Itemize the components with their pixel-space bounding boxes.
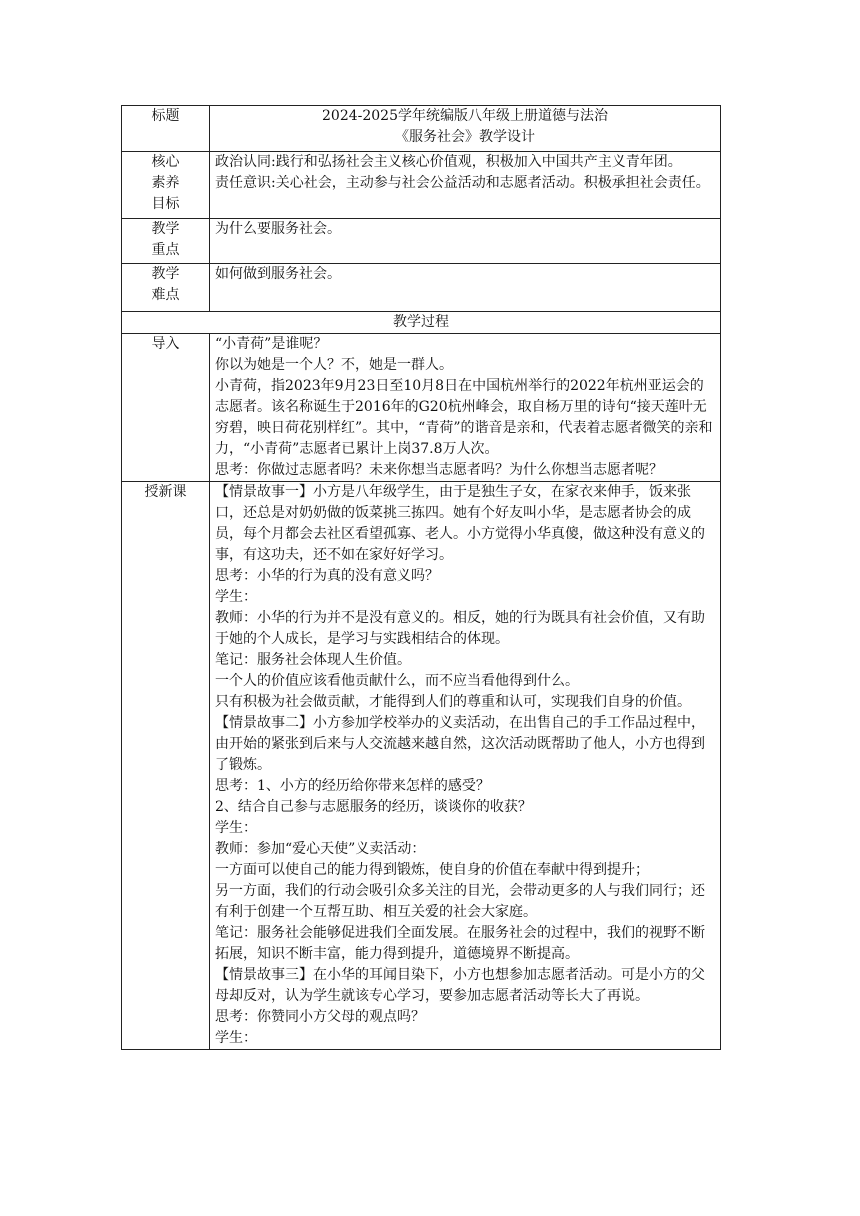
lesson-line: 【情景故事三】在小华的耳闻目染下，小方也想参加志愿者活动。可是小方的父母却反对，认为学生就该专心学习，要参加志愿者活动等长大了再说。 bbox=[215, 967, 705, 1004]
core-literacy-label bbox=[122, 152, 210, 219]
lesson-line: 教师：小华的行为并不是没有意义的。相反，她的行为既具有社会价值，又有助于她的个人成长，是学习与实践相结合的体现。 bbox=[215, 610, 705, 647]
core-literacy-row bbox=[122, 152, 721, 219]
lesson-line: 一方面可以使自己的能力得到锻炼，使自身的价值在奉献中得到提升； bbox=[215, 862, 649, 878]
difficulty-label-line-1: 教学 bbox=[151, 266, 180, 282]
lesson-line: 只有积极为社会做贡献，才能得到人们的尊重和认可，实现我们自身的价值。 bbox=[215, 694, 691, 710]
lesson-line: 一个人的价值应该看他贡献什么，而不应当看他得到什么。 bbox=[215, 673, 579, 689]
difficulty-label-line-2: 难点 bbox=[151, 287, 180, 303]
key-label-line-1: 教学 bbox=[151, 221, 180, 237]
title-line-1: 2024-2025学年统编版八年级上册道德与法治 bbox=[322, 108, 608, 124]
title-row bbox=[122, 106, 721, 152]
core-label-line-2: 素养 bbox=[151, 175, 180, 191]
lesson-line: 学生： bbox=[215, 1030, 257, 1046]
intro-row bbox=[122, 334, 721, 482]
difficulty-label bbox=[122, 264, 210, 312]
key-point-row bbox=[122, 219, 721, 264]
lesson-line: 【情景故事一】小方是八年级学生，由于是独生子女，在家衣来伸手，饭来张口，还总是对奶奶做的饭菜挑三拣四。她有个好友叫小华，是志愿者协会的成员，每个月都会去社区看望孤寡、老人。小方觉得小华真傻，做这种没有意义的事，有这功夫，还不如在家好好学习。 bbox=[215, 484, 705, 563]
key-label-line-2: 重点 bbox=[151, 242, 180, 258]
lesson-line: 学生： bbox=[215, 820, 257, 836]
key-point-label bbox=[122, 219, 210, 264]
core-line-political: 政治认同:践行和弘扬社会主义核心价值观，积极加入中国共产主义青年团。 bbox=[215, 154, 682, 170]
intro-line: 你以为她是一个人？不，她是一群人。 bbox=[215, 357, 453, 373]
intro-label: 导入 bbox=[122, 334, 210, 482]
lesson-line: 教师：参加“爱心天使”义卖活动： bbox=[215, 841, 426, 857]
title-label: 标题 bbox=[122, 106, 210, 152]
difficulty-content: 如何做到服务社会。 bbox=[210, 264, 721, 312]
core-line-responsibility: 责任意识:关心社会，主动参与社会公益活动和志愿者活动。积极承担社会责任。 bbox=[215, 175, 710, 191]
title-cell bbox=[210, 106, 721, 152]
new-lesson-content bbox=[210, 482, 721, 1050]
new-lesson-label: 授新课 bbox=[122, 482, 210, 1050]
core-label-line-1: 核心 bbox=[151, 154, 180, 170]
intro-content bbox=[210, 334, 721, 482]
lesson-line: 【情景故事二】小方参加学校举办的义卖活动，在出售自己的手工作品过程中，由开始的紧张到后来与人交流越来越自然，这次活动既帮助了他人，小方也得到了锻炼。 bbox=[215, 715, 705, 773]
key-point-content: 为什么要服务社会。 bbox=[210, 219, 721, 264]
lesson-line: 思考：1、小方的经历给你带来怎样的感受？ bbox=[215, 778, 490, 794]
title-line-2: 《服务社会》教学设计 bbox=[395, 129, 535, 145]
new-lesson-row bbox=[122, 482, 721, 1050]
lesson-line: 思考：你赞同小方父母的观点吗？ bbox=[215, 1009, 425, 1025]
core-label-line-3: 目标 bbox=[151, 196, 180, 212]
intro-line: “小青荷”是谁呢？ bbox=[215, 336, 328, 352]
intro-line: 思考：你做过志愿者吗？未来你想当志愿者吗？为什么你想当志愿者呢？ bbox=[215, 462, 663, 478]
lesson-line: 笔记：服务社会体现人生价值。 bbox=[215, 652, 411, 668]
lesson-line: 笔记：服务社会能够促进我们全面发展。在服务社会的过程中，我们的视野不断拓展，知识不断丰富，能力得到提升，道德境界不断提高。 bbox=[215, 925, 705, 962]
core-literacy-content bbox=[210, 152, 721, 219]
difficulty-row bbox=[122, 264, 721, 312]
process-header: 教学过程 bbox=[122, 312, 721, 334]
process-header-row bbox=[122, 312, 721, 334]
intro-line: 小青荷，指2023年9月23日至10月8日在中国杭州举行的2022年杭州亚运会的志愿者。该名称诞生于2016年的G20杭州峰会，取自杨万里的诗句“接天莲叶无穷碧，映日荷花别样红”。其中，“青荷”的谐音是亲和，代表着志愿者微笑的亲和力，“小青荷”志愿者已累计上岗37.8万人次。 bbox=[215, 378, 713, 457]
lesson-line: 另一方面，我们的行动会吸引众多关注的目光，会带动更多的人与我们同行；还有利于创建一个互帮互助、相互关爱的社会大家庭。 bbox=[215, 883, 705, 920]
lesson-line: 2、结合自己参与志愿服务的经历，谈谈你的收获？ bbox=[215, 799, 532, 815]
lesson-line: 思考：小华的行为真的没有意义吗？ bbox=[215, 568, 439, 584]
lesson-plan-table bbox=[121, 105, 721, 1050]
lesson-line: 学生： bbox=[215, 589, 257, 605]
